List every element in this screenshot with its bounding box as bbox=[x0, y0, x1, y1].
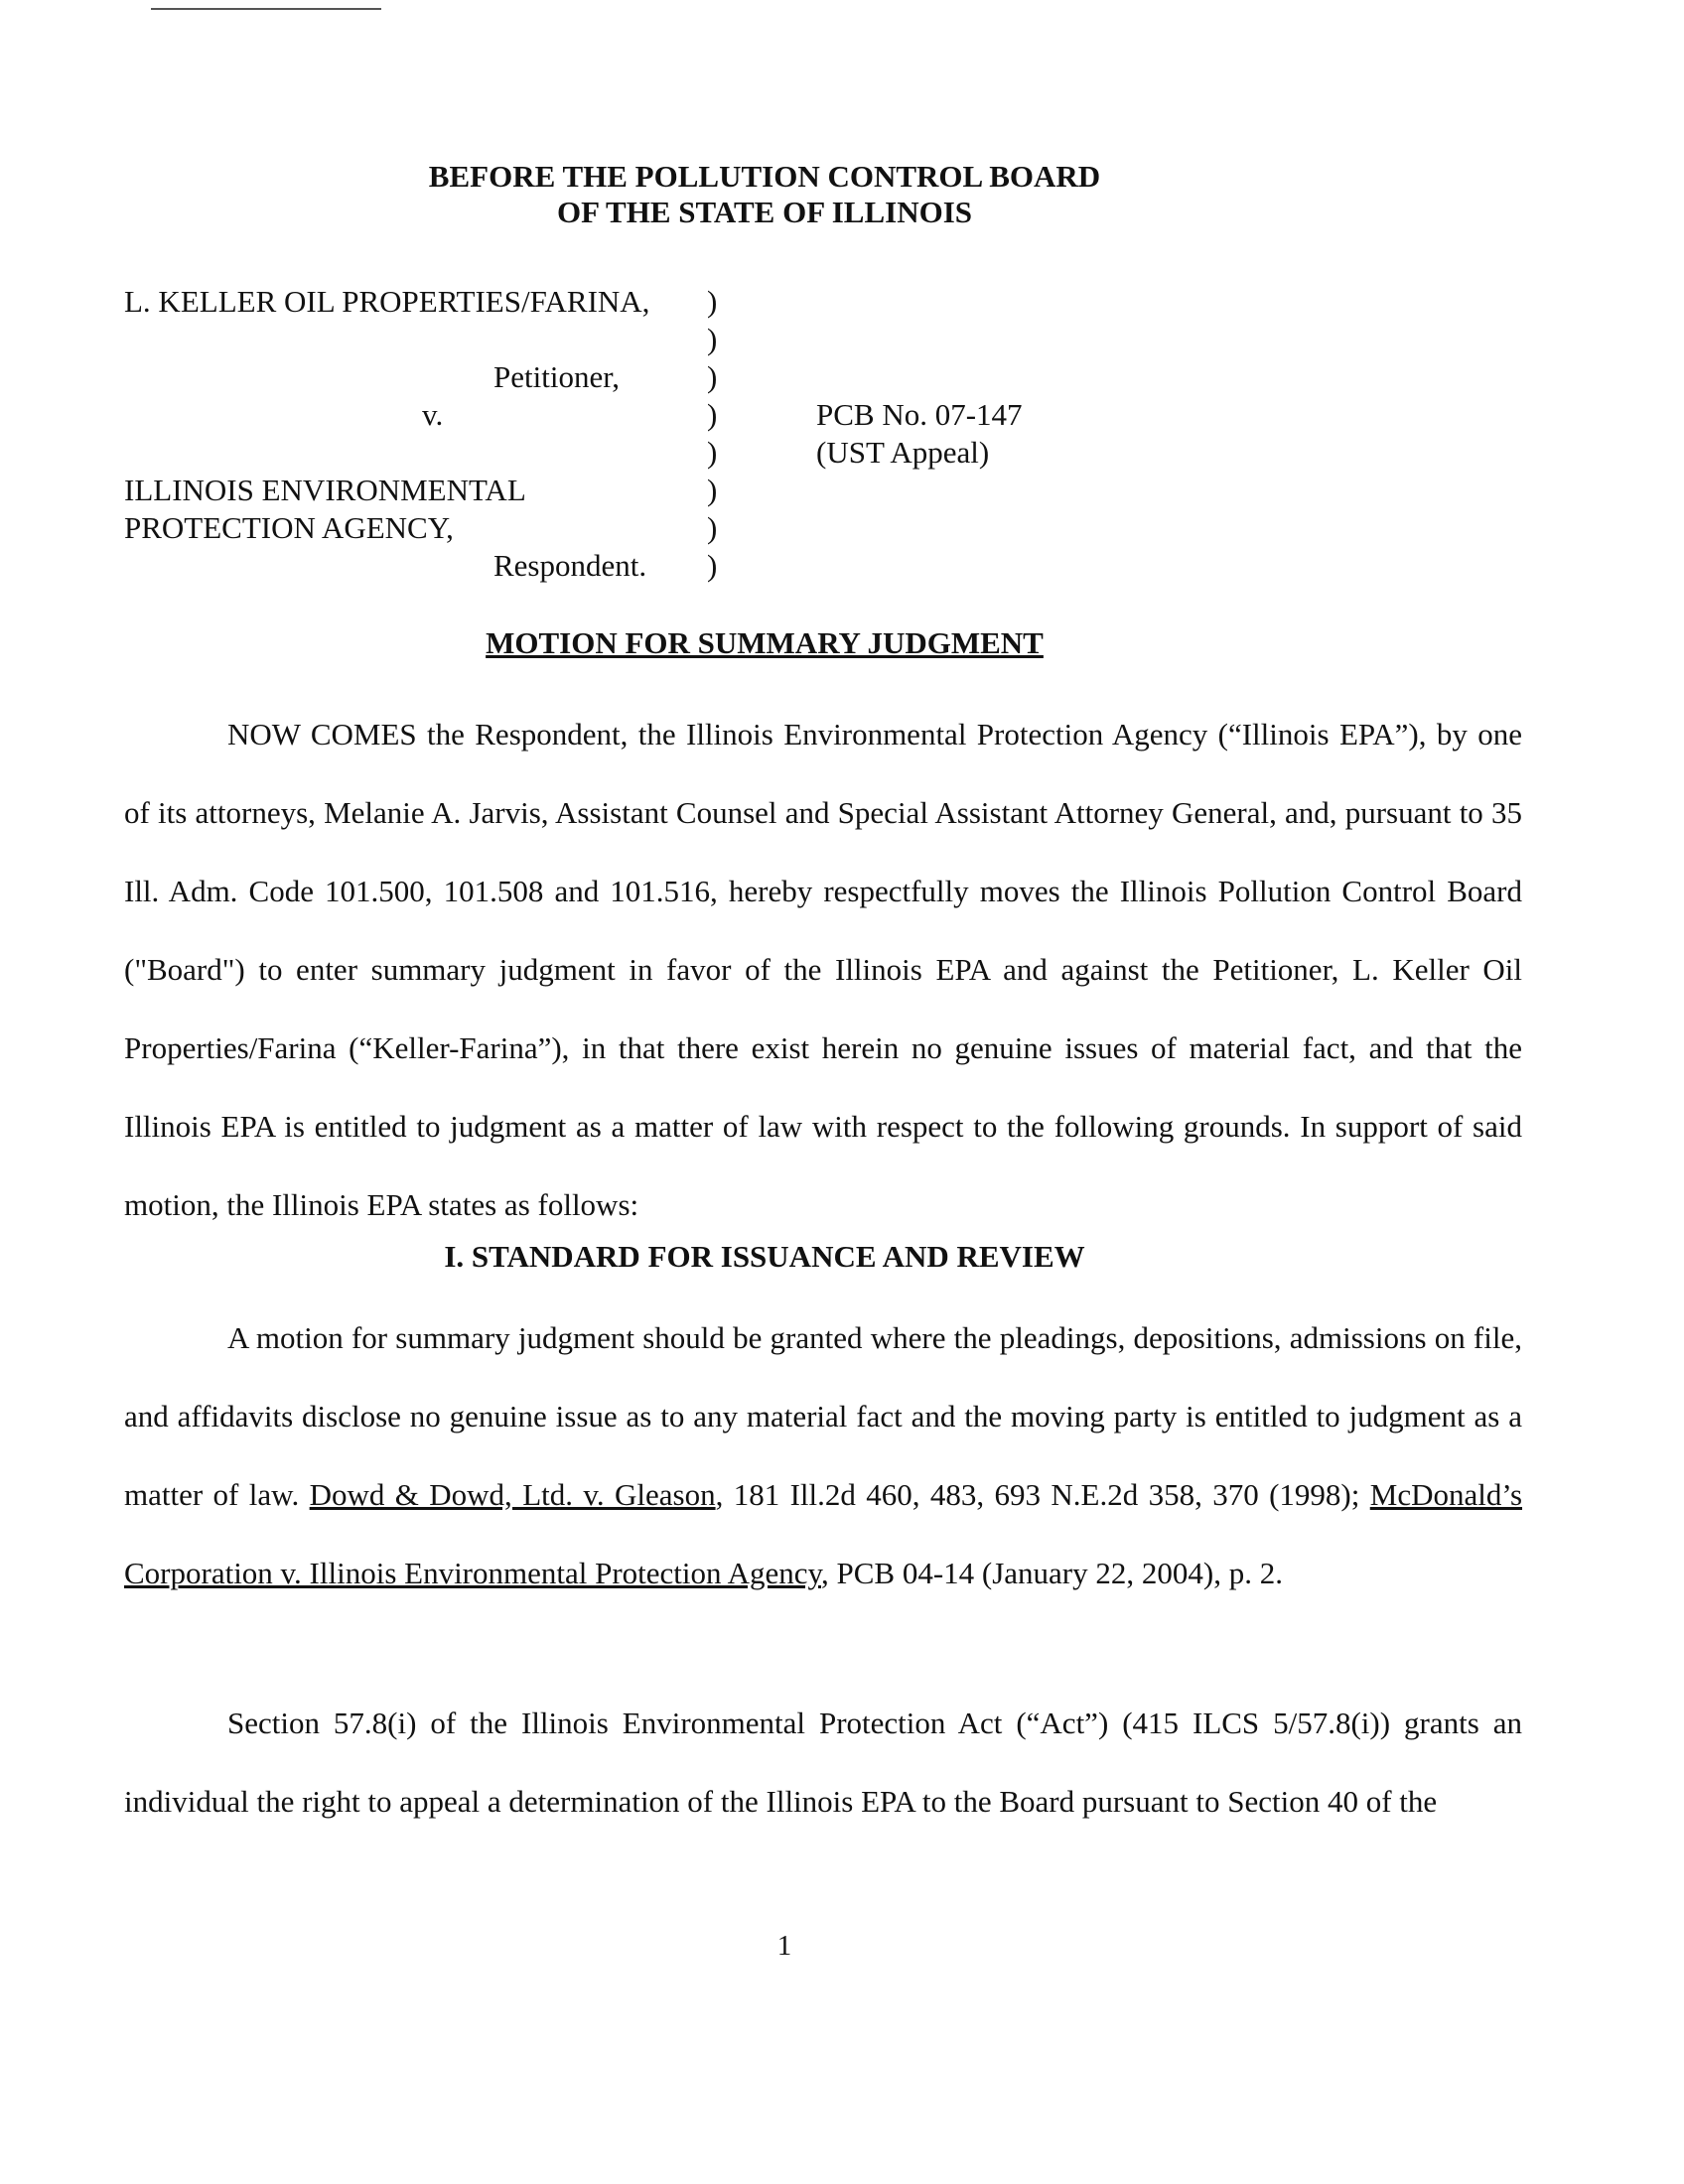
case-type: (UST Appeal) bbox=[816, 435, 990, 470]
versus-label: v. bbox=[422, 397, 444, 432]
caption-paren: ) bbox=[707, 284, 718, 319]
case-citation-dowd: Dowd & Dowd, Ltd. v. Gleason bbox=[309, 1477, 716, 1512]
petitioner-role: Petitioner, bbox=[493, 359, 621, 394]
respondent-name-line2: PROTECTION AGENCY, bbox=[124, 510, 454, 545]
intro-paragraph-text: NOW COMES the Respondent, the Illinois Environmental Protection Agency (“Illinois EPA”), by one of its attorneys, Melanie A. Jarvis, Assistant Counsel and Special Assistant Attorney General, and, pursuant to 35 Ill. Adm. Code 101.500, 101.508 and 101.516, hereby respectfully moves the Illinois Pollution Control Board ("Board") to enter summary judgment in favor of the Illinois EPA and against the Petitioner, L. Keller Oil Properties/Farina (“Keller-Farina”), in that there exist herein no genuine issues of material fact, and that the Illinois EPA is entitled to judgment as a matter of law with respect to the following grounds. In support of said motion, the Illinois EPA states as follows: bbox=[124, 717, 1522, 1222]
standard-paragraph bbox=[124, 1298, 1522, 1612]
caption-paren: ) bbox=[707, 397, 718, 432]
board-heading-line2: OF THE STATE OF ILLINOIS bbox=[556, 195, 973, 229]
section-57-paragraph bbox=[124, 1684, 1522, 1841]
case-number: PCB No. 07-147 bbox=[816, 397, 1023, 432]
standard-paragraph-text-b: , 181 Ill.2d 460, 483, 693 N.E.2d 358, 370 (1998); bbox=[715, 1477, 1370, 1512]
caption-paren: ) bbox=[707, 435, 718, 470]
board-heading-line1: BEFORE THE POLLUTION CONTROL BOARD bbox=[428, 159, 1101, 194]
standard-paragraph-text-c: , PCB 04-14 (January 22, 2004), p. 2. bbox=[820, 1556, 1283, 1590]
section-57-paragraph-text: Section 57.8(i) of the Illinois Environmental Protection Act (“Act”) (415 ILCS 5/57.8(i)) grants an individual the right to appeal a determination of the Illinois EPA to the Board pursuant to Section 40 of the bbox=[124, 1706, 1522, 1819]
top-rule bbox=[151, 8, 381, 10]
page-number: 1 bbox=[776, 1930, 792, 1962]
section-title: I. STANDARD FOR ISSUANCE AND REVIEW bbox=[444, 1239, 1085, 1274]
respondent-name-line1: ILLINOIS ENVIRONMENTAL bbox=[124, 473, 526, 507]
petitioner-name: L. KELLER OIL PROPERTIES/FARINA, bbox=[124, 284, 650, 319]
caption-paren: ) bbox=[707, 473, 718, 507]
caption-paren: ) bbox=[707, 322, 718, 356]
standard-paragraph-text-a: A motion for summary judgment should be granted where the pleadings, depositions, admissions on file, and affidavits disclose no genuine issue as to any material fact and the moving party is entitled to judgment as a matter of law. bbox=[124, 1320, 1522, 1512]
motion-title bbox=[0, 625, 1529, 661]
caption-paren: ) bbox=[707, 510, 718, 545]
intro-paragraph bbox=[124, 695, 1522, 1244]
caption-paren: ) bbox=[707, 548, 718, 583]
respondent-role: Respondent. bbox=[493, 548, 647, 583]
caption-paren: ) bbox=[707, 359, 718, 394]
motion-title-text: MOTION FOR SUMMARY JUDGMENT bbox=[486, 625, 1044, 660]
case-citation-mcdonalds: McDonald’s Corporation v. Illinois Environmental Protection Agency bbox=[124, 1477, 1523, 1590]
